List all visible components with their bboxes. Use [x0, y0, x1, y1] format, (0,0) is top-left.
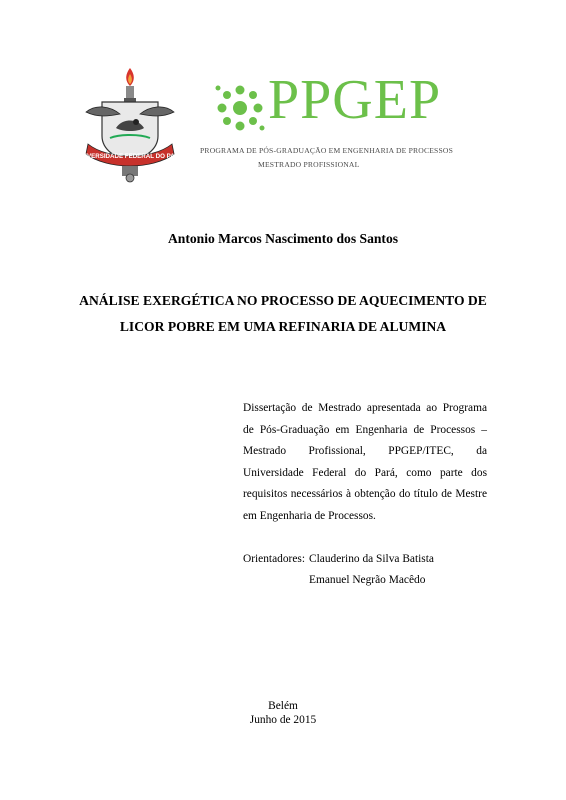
description-line: em Engenharia de Processos. — [243, 509, 376, 522]
ppgep-dots-icon — [212, 80, 268, 136]
ppgep-wordmark: PPGEP — [268, 69, 442, 131]
date: Junho de 2015 — [249, 714, 317, 726]
description-line: de Pós-Graduação em Engenharia de Processos – — [243, 423, 487, 436]
ufpa-seal-logo — [80, 66, 180, 184]
thesis-title-line-1: ANÁLISE EXERGÉTICA NO PROCESSO DE AQUECIMENTO DE — [79, 293, 487, 308]
ufpa-ribbon-text: UNIVERSIDADE FEDERAL DO PARÁ — [80, 153, 180, 160]
description-line: Dissertação de Mestrado apresentada ao Programa — [243, 402, 487, 414]
description-line: Mestrado Profissional, PPGEP/ITEC, da — [243, 445, 487, 458]
description-line: requisitos necessários à obtenção do título de Mestre — [243, 488, 487, 501]
place: Belém — [268, 700, 298, 712]
description-line: Universidade Federal do Pará, como parte dos — [243, 466, 487, 479]
ppgep-subtitle: PROGRAMA DE PÓS-GRADUAÇÃO EM ENGENHARIA DE PROCESSOS — [200, 146, 454, 155]
ppgep-logo — [200, 69, 482, 173]
advisor-name: Clauderino da Silva Batista — [309, 553, 434, 565]
thesis-title — [60, 288, 506, 340]
ufpa-seal-icon — [80, 66, 180, 184]
dissertation-description — [243, 398, 487, 528]
advisors-label: Orientadores: — [243, 553, 305, 565]
ppgep-program: MESTRADO PROFISSIONAL — [258, 160, 360, 169]
author-name: Antonio Marcos Nascimento dos Santos — [167, 231, 399, 246]
thesis-title-line-2: LICOR POBRE EM UMA REFINARIA DE ALUMINA — [119, 319, 447, 334]
advisor-name: Emanuel Negrão Macêdo — [309, 574, 426, 586]
